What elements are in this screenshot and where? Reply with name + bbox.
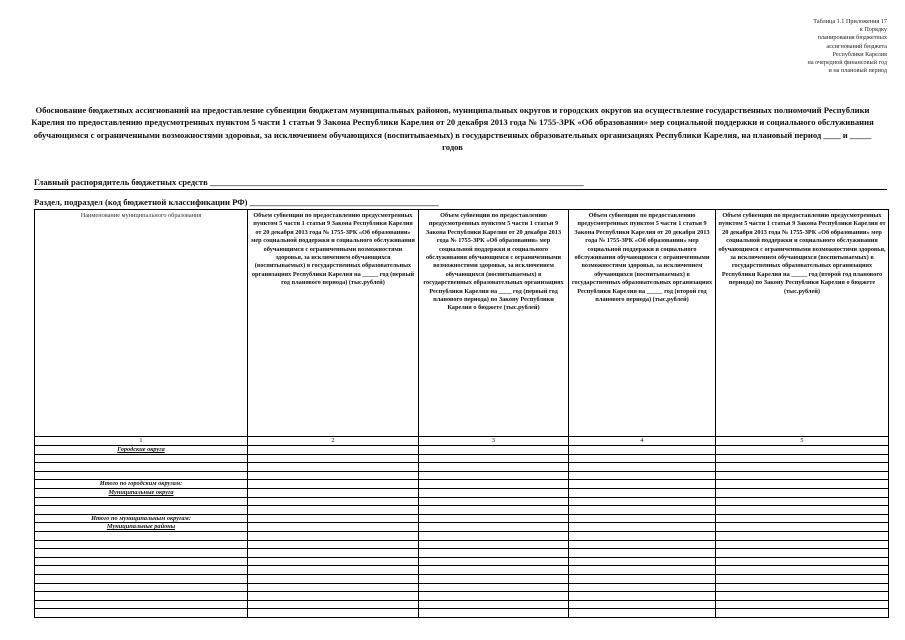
municipality-cell [35,557,248,566]
approval-line: планирования бюджетных [817,34,887,42]
value-cell[interactable] [248,446,419,455]
approval-line: Республики Карелия [832,50,887,58]
table-row [35,463,889,472]
value-cell[interactable] [248,531,419,540]
table-row [35,488,889,497]
value-cell[interactable] [248,583,419,592]
group-total-label: Итого по муниципальным округам: [91,514,191,522]
value-cell[interactable] [248,600,419,609]
municipality-cell [35,514,248,523]
value-cell[interactable] [419,497,569,506]
value-cell[interactable] [569,566,716,575]
municipality-cell [35,497,248,506]
column-number: 2 [248,437,419,446]
value-cell[interactable] [569,574,716,583]
approval-line: и на плановый период [828,67,887,75]
value-cell[interactable] [569,454,716,463]
value-cell[interactable] [419,531,569,540]
table-row [35,506,889,515]
table-row [35,446,889,455]
value-cell[interactable] [569,488,716,497]
value-cell[interactable] [419,592,569,601]
value-cell[interactable] [716,514,889,523]
municipality-cell [35,488,248,497]
value-cell[interactable] [716,446,889,455]
value-cell[interactable] [716,480,889,489]
value-cell[interactable] [248,463,419,472]
value-cell[interactable] [419,514,569,523]
value-cell[interactable] [419,557,569,566]
municipality-cell [35,540,248,549]
value-cell[interactable] [419,540,569,549]
column-header-municipality: Наименование муниципального образования [35,210,248,437]
municipality-cell [35,446,248,455]
column-number: 5 [716,437,889,446]
value-cell[interactable] [716,583,889,592]
value-cell[interactable] [419,463,569,472]
value-cell[interactable] [419,583,569,592]
value-cell[interactable] [248,574,419,583]
value-cell[interactable] [419,480,569,489]
column-header-year1-law: Объем субвенции по предоставлению предусмотренных пунктом 5 части 1 статьи 9 Закона Республики Карелия от 20 декабря 2013 года № 1755-ЗРК «Об образовании» мер социальной поддержки и социального обслуживания обучающимся с ограниченными возможностями здоровья, за исключением обучающихся (воспитываемых) в государственных образовательных организациях Республики Карелия на ____ год (первый год планового периода) по Закону Республики Карелия о бюджете (тыс.рублей) [419,210,569,437]
column-header-year1: Объем субвенции по предоставлению предусмотренных пунктом 5 части 1 статьи 9 Закона Республики Карелия от 20 декабря 2013 года № 1755-ЗРК «Об образовании» мер социальной поддержки и социального обслуживания обучающимся с ограниченными возможностями здоровья, за исключением обучающихся (воспитываемых) в государственных образовательных организациях Республики Карелия на _____ год (первый год планового периода) (тыс.рублей) [248,210,419,437]
value-cell[interactable] [248,549,419,558]
value-cell[interactable] [716,471,889,480]
value-cell[interactable] [569,463,716,472]
value-cell[interactable] [569,480,716,489]
column-number: 3 [419,437,569,446]
municipality-cell [35,583,248,592]
approval-line: Таблица 1.1 Приложения 17 [813,18,887,25]
municipality-cell [35,471,248,480]
value-cell[interactable] [419,549,569,558]
value-cell[interactable] [419,574,569,583]
municipality-cell [35,454,248,463]
table-row [35,480,889,489]
municipality-cell [35,531,248,540]
value-cell[interactable] [419,471,569,480]
value-cell[interactable] [248,514,419,523]
document-title: Обоснование бюджетных ассигнований на предоставление субвенции бюджетам муниципальных районов, муниципальных округов и городских округов на осуществление государственных полномочий Республики Карелия по предоставлению предусмотренных пунктом 5 части 1 статьи 9 Закона Республики Карелия от 20 декабря 2013 года № 1755-ЗРК «Об образовании» мер социальной поддержки и социального обслуживания обучающимся с ограниченными возможностями здоровья, за исключением обучающихся (воспитываемых) в государственных образовательных организациях Республики Карелия, на плановый период ____ и _____ годов [31,105,874,152]
value-cell[interactable] [419,609,569,618]
table-row [35,497,889,506]
municipality-cell [35,506,248,515]
column-number-row [35,437,889,446]
value-cell[interactable] [248,592,419,601]
value-cell[interactable] [716,557,889,566]
value-cell[interactable] [569,600,716,609]
value-cell[interactable] [419,488,569,497]
value-cell[interactable] [569,506,716,515]
approval-line: к Порядку [859,26,887,34]
municipality-cell [35,566,248,575]
table-row [35,574,889,583]
value-cell[interactable] [569,446,716,455]
value-cell[interactable] [248,557,419,566]
value-cell[interactable] [569,592,716,601]
value-cell[interactable] [248,471,419,480]
value-cell[interactable] [569,583,716,592]
subvention-table [34,209,889,618]
value-cell[interactable] [716,566,889,575]
value-cell[interactable] [569,497,716,506]
municipality-cell [35,549,248,558]
value-cell[interactable] [569,549,716,558]
group-heading: Городские округа [117,446,165,453]
value-cell[interactable] [716,549,889,558]
table-header-row [35,210,889,437]
column-header-year2: Объем субвенции по предоставлению предусмотренных пунктом 5 части 1 статьи 9 Закона Республики Карелия от 20 декабря 2013 года № 1755-ЗРК «Об образовании» мер социальной поддержки и социального обслуживания обучающимся с ограниченными возможностями здоровья, за исключением обучающихся (воспитываемых) в государственных образовательных организациях Республики Карелия на _____ год (второй год планового периода) (тыс.рублей) [569,210,716,437]
table-row [35,557,889,566]
value-cell[interactable] [248,540,419,549]
group-heading: Муниципальные районы [106,523,176,531]
value-cell[interactable] [716,523,889,532]
table-row [35,471,889,480]
approval-line: ассигнований бюджета [826,42,887,50]
value-cell[interactable] [419,506,569,515]
main-manager-field: Главный распорядитель бюджетных средств _______________________________________________________________________________________ [34,177,584,187]
value-cell[interactable] [419,600,569,609]
group-heading: Муниципальные округа [108,488,174,496]
value-cell[interactable] [569,540,716,549]
value-cell[interactable] [716,600,889,609]
value-cell[interactable] [419,523,569,532]
value-cell[interactable] [716,463,889,472]
value-cell[interactable] [419,566,569,575]
value-cell[interactable] [716,531,889,540]
value-cell[interactable] [569,514,716,523]
value-cell[interactable] [419,454,569,463]
table-row [35,540,889,549]
value-cell[interactable] [248,566,419,575]
value-cell[interactable] [248,488,419,497]
value-cell[interactable] [716,454,889,463]
divider [34,189,887,190]
municipality-cell [35,523,248,532]
value-cell[interactable] [569,523,716,532]
value-cell[interactable] [569,557,716,566]
value-cell[interactable] [419,446,569,455]
value-cell[interactable] [716,506,889,515]
value-cell[interactable] [716,497,889,506]
column-header-year2-law: Объем субвенции по предоставлению предусмотренных пунктом 5 части 1 статьи 9 Закона Республики Карелия от 20 декабря 2013 года № 1755-ЗРК «Об образовании» мер социальной поддержки и социального обслуживания обучающимся с ограниченными возможностями здоровья, за исключением обучающихся (воспитываемых) в государственных образовательных организациях Республики Карелия на _____ год (второй год планового периода) по Закону Республики Карелия о бюджете (тыс.рублей) [716,210,889,437]
value-cell[interactable] [569,471,716,480]
value-cell[interactable] [716,592,889,601]
group-total-label: Итого по городским округам: [99,480,183,488]
value-cell[interactable] [569,531,716,540]
table-row [35,600,889,609]
table-row [35,583,889,592]
table-row [35,609,889,618]
table-row [35,514,889,523]
column-number: 4 [569,437,716,446]
value-cell[interactable] [716,488,889,497]
table-row [35,549,889,558]
table-row [35,531,889,540]
value-cell[interactable] [248,497,419,506]
value-cell[interactable] [716,540,889,549]
municipality-cell [35,480,248,489]
table-row [35,592,889,601]
approval-stamp [747,18,887,75]
table-row [35,523,889,532]
section-field: Раздел, подраздел (код бюджетной классификации РФ) ____________________________________________ [34,197,439,207]
municipality-cell [35,609,248,618]
value-cell[interactable] [248,523,419,532]
municipality-cell [35,463,248,472]
value-cell[interactable] [248,609,419,618]
table-body [35,446,889,618]
municipality-cell [35,574,248,583]
approval-line: на очередной финансовый год [807,59,887,67]
value-cell[interactable] [716,609,889,618]
value-cell[interactable] [248,454,419,463]
value-cell[interactable] [569,609,716,618]
municipality-cell [35,600,248,609]
value-cell[interactable] [248,480,419,489]
value-cell[interactable] [248,506,419,515]
municipality-cell [35,592,248,601]
column-number: 1 [35,437,248,446]
table-row [35,454,889,463]
table-row [35,566,889,575]
value-cell[interactable] [716,574,889,583]
